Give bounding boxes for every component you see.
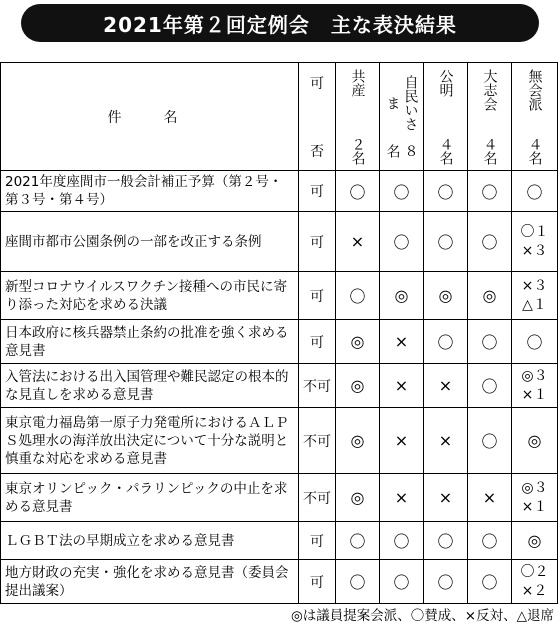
party-name: 大志会 [481,68,498,111]
vote-cell: × [468,474,512,522]
vote-cell: × [336,212,380,272]
vote-cell: × [424,408,468,474]
result-header [299,63,336,171]
party-name: 自民いさま [384,74,419,131]
result-cell: 可 [299,272,336,320]
item-name-cell: 新型コロナウイルスワクチン接種への市民に寄り添った対応を求める決議 [1,272,299,320]
item-name-cell: 座間市都市公園条例の一部を改正する条例 [1,212,299,272]
vote-cell: ◎ [512,408,558,474]
result-cell: 不可 [299,408,336,474]
vote-cell: 〇 [424,522,468,560]
vote-cell: 〇 [336,522,380,560]
result-cell: 可 [299,171,336,212]
vote-cell: 〇 [512,320,558,364]
party-header-independent [512,63,558,171]
header-row [1,63,558,171]
vote-cell: × [424,364,468,408]
vote-cell: ◎３ ×１ [512,474,558,522]
vote-cell: 〇 [468,320,512,364]
item-name-cell: 東京オリンピック・パラリンピックの中止を求める意見書 [1,474,299,522]
party-members: ８名 [384,143,419,158]
party-name: 共産 [349,68,366,97]
table-row [1,560,558,604]
item-name-header: 件 名 [1,63,299,171]
vote-cell: ◎ [336,320,380,364]
vote-cell: ◎３ ×１ [512,364,558,408]
result-cell: 不可 [299,364,336,408]
party-members: ４名 [481,136,498,165]
table-row [1,364,558,408]
vote-cell: 〇 [424,560,468,604]
result-header-bottom: 否 [310,143,324,160]
result-cell: 可 [299,212,336,272]
party-members: ４名 [437,136,454,165]
item-name-cell: 地方財政の充実・強化を求める意見書（委員会提出議案） [1,560,299,604]
vote-cell: ◎ [336,364,380,408]
vote-cell: 〇 [336,560,380,604]
item-name-cell: 入管法における出入国管理や難民認定の根本的な見直しを求める意見書 [1,364,299,408]
table-row [1,522,558,560]
vote-cell: ◎ [512,522,558,560]
vote-cell: 〇 [468,171,512,212]
party-members: ２名 [349,136,366,165]
party-header-komeito [424,63,468,171]
vote-cell: ◎ [336,474,380,522]
vote-cell: 〇 [380,560,424,604]
vote-cell: 〇２ ×２ [512,560,558,604]
vote-cell: × [424,474,468,522]
vote-cell: 〇１ ×３ [512,212,558,272]
vote-cell: 〇 [468,408,512,474]
item-name-cell: 2021年度座間市一般会計補正予算（第２号・第３号・第４号） [1,171,299,212]
result-cell: 可 [299,522,336,560]
vote-cell: × [380,474,424,522]
table-row [1,212,558,272]
result-header-top: 可 [310,75,324,92]
vote-cell: 〇 [380,522,424,560]
party-members: ４名 [526,136,543,165]
vote-cell: 〇 [336,171,380,212]
item-name-cell: 日本政府に核兵器禁止条約の批准を強く求める意見書 [1,320,299,364]
vote-cell: 〇 [424,320,468,364]
party-header-taishikai [468,63,512,171]
vote-cell: 〇 [424,212,468,272]
table-row [1,320,558,364]
item-name-cell: ＬＧＢＴ法の早期成立を求める意見書 [1,522,299,560]
vote-cell: ◎ [468,272,512,320]
vote-cell: 〇 [424,171,468,212]
item-name-cell: 東京電力福島第一原子力発電所におけるＡＬＰＳ処理水の海洋放出決定について十分な説明と慎重な対応を求める意見書 [1,408,299,474]
legend-note: ◎は議員提案会派、〇賛成、×反対、△退席 [291,608,554,624]
vote-results-table [0,62,558,604]
vote-cell: × [380,320,424,364]
party-name: 公明 [437,68,454,97]
vote-cell: ×３ △１ [512,272,558,320]
vote-cell: 〇 [380,212,424,272]
vote-cell: ◎ [424,272,468,320]
party-name: 無会派 [526,68,543,111]
result-cell: 可 [299,320,336,364]
vote-cell: 〇 [468,560,512,604]
table-row [1,408,558,474]
vote-cell: 〇 [512,171,558,212]
table-row [1,272,558,320]
result-cell: 不可 [299,474,336,522]
result-cell: 可 [299,560,336,604]
table-row [1,474,558,522]
vote-cell: 〇 [380,171,424,212]
vote-cell: 〇 [468,364,512,408]
table-row [1,171,558,212]
party-header-jcp [336,63,380,171]
vote-cell: × [380,364,424,408]
vote-cell: ◎ [380,272,424,320]
vote-cell: ◎ [336,408,380,474]
party-header-ldp [380,63,424,171]
vote-cell: × [380,408,424,474]
vote-cell: 〇 [468,522,512,560]
page-title: 2021年第２回定例会 主な表決結果 [21,4,539,42]
vote-cell: 〇 [468,212,512,272]
vote-cell: 〇 [336,272,380,320]
